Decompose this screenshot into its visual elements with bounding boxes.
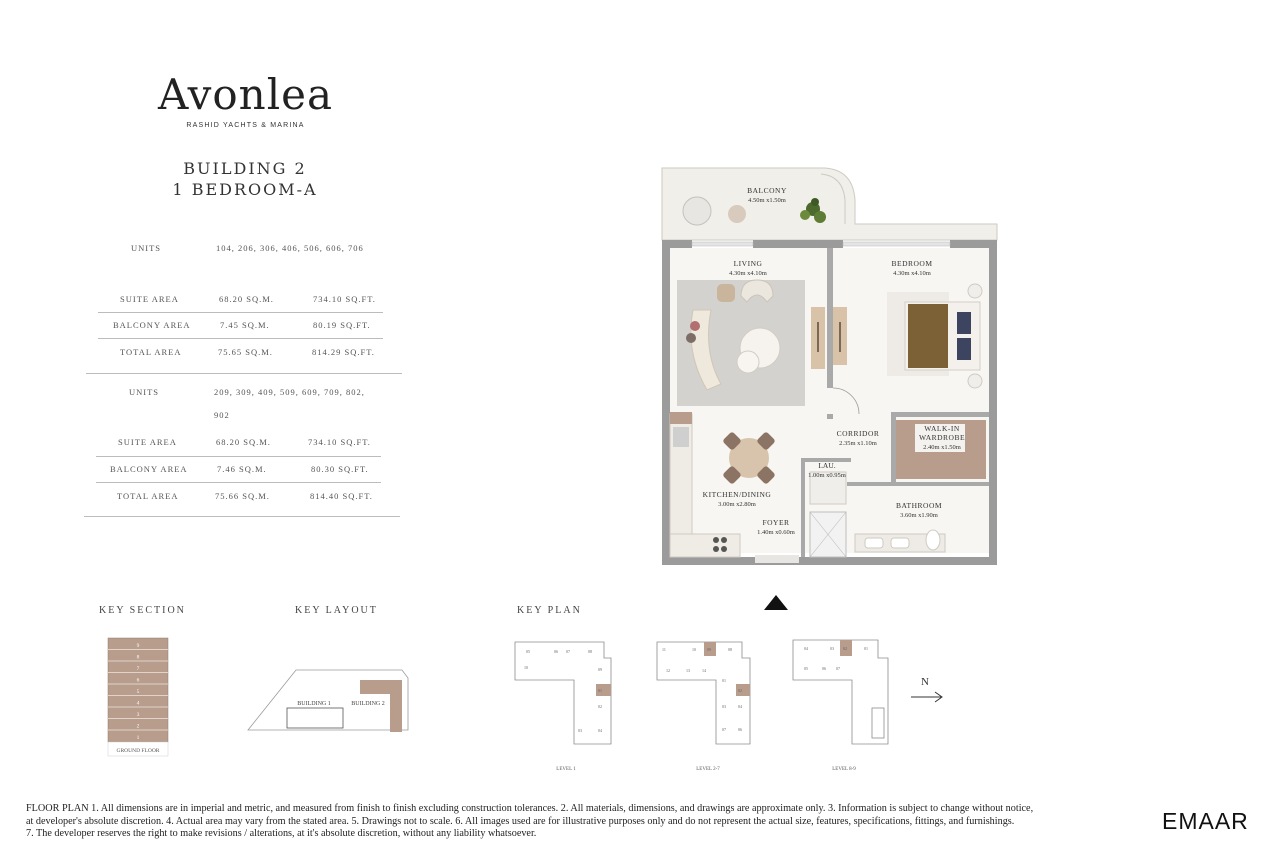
table-divider	[84, 516, 400, 517]
room-label-balcony: BALCONY	[747, 186, 787, 195]
room-dims-corridor: 2.35m x1.10m	[839, 440, 877, 447]
room-label-kitchen: KITCHEN/DINING	[702, 490, 772, 499]
disclaimer-line: FLOOR PLAN 1. All dimensions are in imperial and metric, and measured from finish to finish excluding construction tolerances. 2. All materials, dimensions, and drawings are approximate only. 3. Information is subject to change without notice,	[26, 803, 1034, 814]
area-sqft: 734.10 SQ.FT.	[313, 294, 376, 304]
area-sqm: 7.46 SQ.M.	[217, 464, 267, 474]
divider	[96, 456, 381, 457]
armchair	[717, 284, 735, 302]
svg-text:10: 10	[692, 647, 696, 652]
floor-number: 1	[136, 735, 140, 741]
svg-text:04: 04	[598, 728, 602, 733]
room-label-wardrobe: WALK-IN	[924, 424, 960, 433]
key-plan-level-1	[510, 636, 620, 774]
key-layout-diagram	[244, 664, 414, 740]
floor-plan	[655, 162, 1005, 574]
svg-text:02: 02	[598, 704, 602, 709]
svg-text:06: 06	[822, 666, 826, 671]
floor-number: 5	[136, 689, 140, 695]
balcony-table	[728, 205, 746, 223]
logo-name: Avonlea	[158, 70, 334, 119]
area-sqm: 68.20 SQ.M.	[216, 437, 271, 447]
svg-text:07: 07	[566, 649, 570, 654]
floor-number: 7	[136, 666, 140, 672]
disclaimer-line: at developer's absolute discretion. 4. Actual area may vary from the stated area. 5. Drawings not to scale. 6. All images used are for illustrative purposes only and do not represent the actual size, features, specifications, fittings, and furnishings.	[26, 815, 1015, 827]
svg-text:07: 07	[722, 727, 726, 732]
entrance-door	[755, 555, 799, 563]
room-label-bedroom: BEDROOM	[891, 259, 933, 268]
area-sqft: 80.19 SQ.FT.	[313, 320, 371, 330]
units-label: UNITS	[131, 243, 162, 253]
room-dims-bathroom: 3.60m x1.90m	[900, 512, 938, 519]
svg-text:14: 14	[702, 668, 706, 673]
room-dims-bedroom: 4.30m x4.10m	[893, 270, 931, 277]
svg-text:05: 05	[526, 649, 530, 654]
area-label: SUITE AREA	[120, 294, 179, 304]
area-sqft: 734.10 SQ.FT.	[308, 437, 371, 447]
floor-number: 8	[136, 654, 140, 661]
svg-text:06: 06	[554, 649, 558, 654]
north-label: N	[921, 676, 929, 688]
area-label: BALCONY AREA	[113, 320, 191, 330]
svg-text:11: 11	[662, 647, 666, 652]
svg-text:01: 01	[864, 646, 868, 651]
building-2-label: BUILDING 2	[351, 701, 385, 707]
room-label-wardrobe-2: WARDROBE	[918, 433, 966, 442]
svg-text:03: 03	[830, 646, 834, 651]
ground-floor-label: GROUND FLOOR	[116, 748, 160, 754]
svg-text:03: 03	[722, 704, 726, 709]
room-label-corridor: CORRIDOR	[836, 429, 880, 438]
balcony-area	[662, 168, 997, 240]
divider	[98, 312, 383, 313]
floor-number: 4	[136, 700, 140, 707]
key-plan-title: KEY PLAN	[517, 605, 582, 616]
units-list-cont: 902	[214, 410, 230, 420]
plan-heading	[120, 158, 370, 200]
building-name: BUILDING 2	[183, 159, 307, 178]
room-dims-balcony: 4.50m x1.50m	[748, 197, 786, 204]
svg-text:10: 10	[524, 665, 528, 670]
disclaimer-line: 7. The developer reserves the right to make revisions / alterations, at it's absolute discretion, without any liability whatsoever.	[26, 828, 537, 840]
entrance-arrow-icon	[763, 594, 789, 612]
svg-text:04: 04	[738, 704, 742, 709]
svg-text:06: 06	[738, 727, 742, 732]
key-plan-level-8-9	[788, 636, 898, 774]
table-divider	[86, 373, 402, 374]
bed-throw	[908, 304, 948, 368]
units-list: 209, 309, 409, 509, 609, 709, 802,	[214, 387, 365, 397]
floor-number: 2	[136, 723, 140, 730]
room-label-lau: LAU.	[818, 461, 836, 470]
area-sqft: 814.29 SQ.FT.	[312, 347, 375, 357]
area-label: TOTAL AREA	[117, 491, 179, 501]
floor-number: 3	[136, 712, 140, 718]
key-layout-title: KEY LAYOUT	[295, 605, 378, 616]
disclaimer	[26, 803, 1136, 841]
toilet	[926, 530, 940, 550]
room-dims-kitchen: 3.00m x2.80m	[718, 501, 756, 508]
floor-number: 6	[136, 677, 140, 684]
area-sqm: 75.65 SQ.M.	[218, 347, 273, 357]
area-sqm: 68.20 SQ.M.	[219, 294, 274, 304]
svg-text:01: 01	[598, 688, 602, 693]
svg-text:02: 02	[738, 688, 742, 693]
area-label: SUITE AREA	[118, 437, 177, 447]
units-list: 104, 206, 306, 406, 506, 606, 706	[216, 243, 364, 253]
level-label: LEVEL 8-9	[832, 767, 856, 772]
svg-text:13: 13	[686, 668, 690, 673]
room-dims-wardrobe: 2.40m x1.50m	[923, 444, 961, 451]
key-section-diagram	[104, 630, 174, 760]
level-label: LEVEL 2-7	[696, 767, 720, 772]
room-dims-living: 4.30m x4.10m	[729, 270, 767, 277]
area-sqft: 80.30 SQ.FT.	[311, 464, 369, 474]
svg-text:05: 05	[804, 666, 808, 671]
svg-text:01: 01	[722, 678, 726, 683]
area-sqm: 7.45 SQ.M.	[220, 320, 270, 330]
unit-type: 1 BEDROOM-A	[172, 180, 318, 199]
brand-logo: EMAAR	[1162, 808, 1249, 834]
balcony-chair	[683, 197, 711, 225]
room-label-living: LIVING	[733, 259, 763, 268]
level-label: LEVEL 1	[556, 767, 576, 772]
area-label: TOTAL AREA	[120, 347, 182, 357]
logo-subtitle: RASHID YACHTS & MARINA	[186, 122, 305, 129]
area-sqm: 75.66 SQ.M.	[215, 491, 270, 501]
svg-text:08: 08	[728, 647, 732, 652]
svg-text:08: 08	[588, 649, 592, 654]
svg-text:04: 04	[804, 646, 808, 651]
room-label-foyer: FOYER	[762, 518, 790, 527]
room-dims-lau: 1.00m x0.95m	[808, 472, 846, 479]
room-dims-foyer: 1.40m x0.60m	[757, 529, 795, 536]
svg-text:09: 09	[598, 667, 602, 672]
svg-text:02: 02	[843, 646, 847, 651]
divider	[96, 482, 381, 483]
north-arrow-icon	[909, 690, 945, 704]
units-label: UNITS	[129, 387, 160, 397]
building-1-footprint	[287, 708, 343, 728]
floor-number: 9	[136, 643, 140, 649]
key-plan-level-2-7	[652, 636, 762, 774]
svg-text:09: 09	[707, 647, 711, 652]
area-label: BALCONY AREA	[110, 464, 188, 474]
project-logo	[158, 72, 333, 129]
building-1-label: BUILDING 1	[297, 701, 331, 707]
key-section-title: KEY SECTION	[99, 605, 186, 616]
room-label-bathroom: BATHROOM	[895, 501, 943, 510]
svg-text:07: 07	[836, 666, 840, 671]
svg-text:12: 12	[666, 668, 670, 673]
divider	[98, 338, 383, 339]
svg-text:03: 03	[578, 728, 582, 733]
area-sqft: 814.40 SQ.FT.	[310, 491, 373, 501]
